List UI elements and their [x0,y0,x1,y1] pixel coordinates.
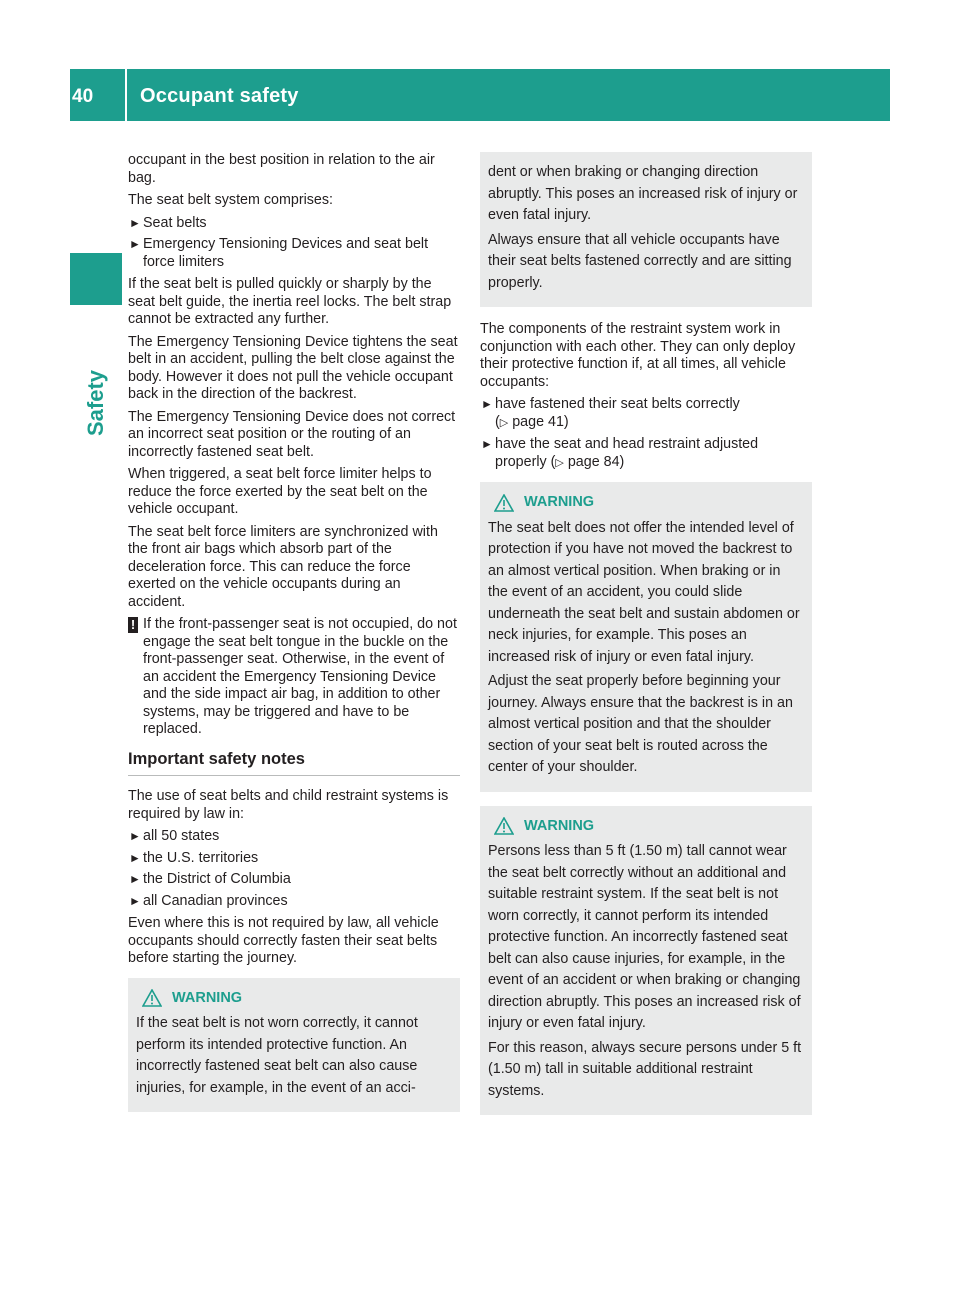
bullet-icon: ► [129,215,141,230]
notice-text: If the front-passenger seat is not occupied, do not engage the seat belt tongue in the buckle on the front-passenger seat. Otherwise, in the event of an accident the Emergency Tensioning Device and the side impact air bag, in addition to other systems, may be triggered and have to be replaced. [143,616,457,737]
list-item: ► the District of Columbia [129,871,291,887]
warning-text: The seat belt does not offer the intended level of protection if you have not moved the backrest to an almost vertical position. When braking or in the event of an accident, you could slide underneath the seat belt and sustain abdomen or neck injuries, for example. This poses an increased risk of injury or even fatal injury. [488,519,800,665]
list-item: ► all 50 states [129,828,220,844]
list-item: ► Emergency Tensioning Devices and seat belt force limiters [129,236,429,270]
list-item: ► have fastened their seat belts correctly (▷ page 41) [481,396,740,430]
warning-box-continued [480,152,812,307]
list-item: ► the U.S. territories [129,849,259,866]
warning-box [480,806,812,1116]
right-column [480,152,812,1129]
page-number: 40 [72,86,94,107]
warning-triangle-icon [494,494,514,512]
exclamation-icon: ! [128,617,138,633]
section-heading: Important safety notes [128,751,460,777]
bullet-icon: ► [129,872,141,886]
notice-block [128,616,460,739]
warning-box [480,482,812,792]
warning-text: If the seat belt is not worn correctly, it cannot perform its intended protective function. An incorrectly fastened seat belt can also cause injuries, for example, in the event of an acci- [136,1015,418,1096]
list-item: ► all Canadian provinces [129,892,288,909]
side-tab-marker [70,253,122,305]
bullet-icon: ► [481,397,493,411]
bullet-list [128,215,460,272]
bullet-icon: ► [129,850,141,865]
warning-triangle-icon [494,817,514,835]
header-divider [125,69,127,121]
page-reference[interactable]: page 84) [567,453,625,470]
warning-title: WARNING [524,494,595,510]
warning-triangle-icon [142,989,162,1007]
page-reference-arrow-icon: ▷ [555,456,564,469]
warning-text: Persons less than 5 ft (1.50 m) tall cannot wear the seat belt correctly without an additional and suitable restraint system. If the seat belt is not worn correctly, it cannot perform its intended protective function. An incorrectly fastened seat belt can also cause injuries, for example, in the event of an accident or when braking or changing direction abruptly. This poses an increased risk of injury or even fatal injury. [488,843,801,1031]
warning-text: dent or when braking or changing direction abruptly. This poses an increased risk of injury or even fatal injury. [488,164,798,223]
paragraph: If the seat belt is pulled quickly or sharply by the seat belt guide, the inertia reel locks. The belt strap cannot be extracted any further. [128,276,452,327]
paragraph: The seat belt system comprises: [128,192,333,208]
paragraph: The Emergency Tensioning Device does not correct an incorrect seat position or the routing of an incorrectly fastened seat belt. [128,408,456,460]
warning-text: Adjust the seat properly before beginning your journey. Always ensure that the backrest is in an almost vertical position and that the shoulder section of your seat belt is routed across the center of your shoulder. [488,673,793,775]
warning-text: For this reason, always secure persons under 5 ft (1.50 m) tall in suitable additional restraint systems. [488,1039,802,1099]
paragraph: The Emergency Tensioning Device tightens the seat belt in an accident, pulling the belt close against the body. However it does not pull the vehicle occupant back in the direction of the backrest. [128,333,458,402]
bullet-list [480,396,812,472]
bullet-list [128,828,460,910]
warning-box [128,978,460,1113]
bullet-icon: ► [129,829,141,843]
left-column [128,152,460,1126]
paragraph: The components of the restraint system work in conjunction with each other. They can only deploy their protective function if, at all times, all vehicle occupants: [480,321,796,390]
bullet-icon: ► [129,893,141,908]
paragraph: The use of seat belts and child restraint systems is required by law in: [128,788,449,822]
page-title: Occupant safety [140,85,299,107]
bullet-icon: ► [481,437,493,451]
paragraph: Even where this is not required by law, all vehicle occupants should correctly fasten their seat belts before starting the journey. [128,915,439,966]
side-tab-label: Safety [83,369,108,437]
list-item: ► have the seat and head restraint adjusted properly (▷ page 84) [481,436,759,470]
list-item: ► Seat belts [129,214,207,231]
paragraph: occupant in the best position in relation to the air bag. [128,152,435,186]
bullet-icon: ► [129,237,141,251]
paragraph: The seat belt force limiters are synchronized with the front air bags which absorb part of the deceleration force. This can reduce the force exerted on the vehicle occupants during an accident. [128,523,438,610]
page-reference[interactable]: page 41) [512,413,569,430]
page-reference-arrow-icon: ▷ [499,416,509,429]
paragraph: When triggered, a seat belt force limiter helps to reduce the force exerted by the seat belt on the vehicle occupant. [128,466,432,517]
warning-title: WARNING [524,817,595,834]
warning-text: Always ensure that all vehicle occupants have their seat belts fastened correctly and are sitting properly. [488,231,792,291]
warning-title: WARNING [172,989,243,1006]
